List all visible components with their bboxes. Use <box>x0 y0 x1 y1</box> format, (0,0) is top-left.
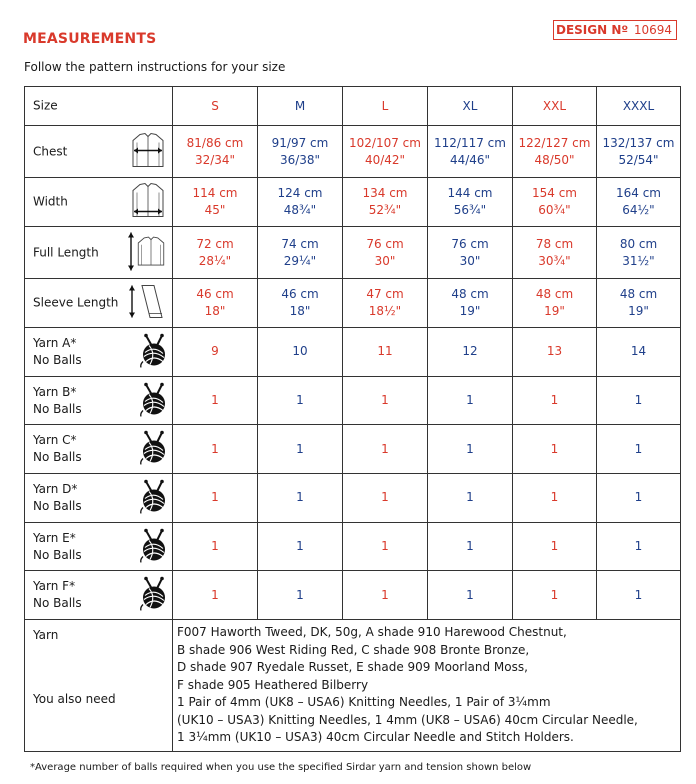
ball-count: 1 <box>513 571 597 620</box>
yarn-row <box>25 425 681 474</box>
ball-count: 12 <box>428 328 513 377</box>
value-inches: 18" <box>289 304 311 318</box>
measurement-label: Width <box>33 194 68 209</box>
also-need-label: You also need <box>33 692 116 707</box>
measurement-value <box>173 126 258 178</box>
full-length-icon <box>128 229 168 276</box>
yarn-label-cell <box>25 376 173 425</box>
value-cm: 46 cm <box>196 287 234 301</box>
measurement-row <box>25 126 681 178</box>
measurement-value <box>597 227 681 279</box>
ball-count: 1 <box>428 425 513 474</box>
value-cm: 78 cm <box>535 236 574 251</box>
measurement-value <box>343 279 428 328</box>
value-inches: 56¾" <box>453 203 487 217</box>
value-cm: 132/137 cm <box>602 135 675 150</box>
measurement-value <box>513 279 597 328</box>
ball-count: 1 <box>513 474 597 523</box>
ball-count: 1 <box>597 522 681 571</box>
notes-line: F007 Haworth Tweed, DK, 50g, A shade 910 Harewood Chestnut, <box>177 625 567 640</box>
subheading: Follow the pattern instructions for your size <box>24 60 286 74</box>
value-cm: 48 cm <box>535 287 574 301</box>
measurement-value <box>173 279 258 328</box>
yarn-label-cell <box>25 522 173 571</box>
design-number-box <box>553 20 677 40</box>
measurement-value <box>258 279 343 328</box>
yarn-label <box>33 481 82 515</box>
measurement-value <box>428 178 513 227</box>
value-inches: 19" <box>628 304 649 318</box>
ball-count: 1 <box>597 474 681 523</box>
measurement-row <box>25 279 681 328</box>
yarn-name: Yarn E* <box>33 530 76 545</box>
measurement-value <box>597 178 681 227</box>
measurement-value <box>428 227 513 279</box>
ball-count: 1 <box>513 522 597 571</box>
size-label: Size <box>33 98 58 113</box>
notes-content <box>173 620 681 752</box>
value-inches: 48/50" <box>534 152 575 167</box>
ball-count: 1 <box>428 474 513 523</box>
yarn-label: Yarn <box>33 628 59 643</box>
value-inches: 18½" <box>368 304 402 318</box>
ball-count: 1 <box>173 522 258 571</box>
notes-labels <box>25 620 173 752</box>
ball-count: 1 <box>343 571 428 620</box>
value-inches: 44/46" <box>449 152 491 167</box>
value-inches: 48¾" <box>283 203 317 217</box>
ball-count: 9 <box>173 328 258 377</box>
value-cm: 74 cm <box>281 236 319 251</box>
ball-count: 1 <box>258 376 343 425</box>
no-balls-label: No Balls <box>33 498 82 513</box>
ball-count: 1 <box>343 522 428 571</box>
yarn-ball-icon <box>138 382 168 419</box>
value-cm: 80 cm <box>619 236 658 251</box>
yarn-row <box>25 522 681 571</box>
yarn-label <box>33 384 82 418</box>
measurement-label-cell <box>25 227 173 279</box>
size-m: M <box>258 87 343 126</box>
value-cm: 122/127 cm <box>518 135 591 150</box>
yarn-name: Yarn C* <box>33 433 77 448</box>
ball-count: 1 <box>258 571 343 620</box>
notes-line: 1 3¼mm (UK10 – USA3) 40cm Circular Needle and Stitch Holders. <box>177 730 574 745</box>
measurement-value <box>513 126 597 178</box>
ball-count: 1 <box>597 425 681 474</box>
value-cm: 72 cm <box>196 236 234 251</box>
size-xxxl: XXXL <box>597 87 681 126</box>
yarn-name: Yarn A* <box>33 335 77 350</box>
value-cm: 46 cm <box>281 287 319 301</box>
size-header-row <box>25 87 681 126</box>
measurement-label-cell <box>25 279 173 328</box>
measurement-label: Sleeve Length <box>33 295 119 310</box>
value-inches: 64½" <box>622 203 655 217</box>
measurement-value <box>513 178 597 227</box>
value-cm: 47 cm <box>366 287 404 301</box>
ball-count: 1 <box>173 376 258 425</box>
notes-line: F shade 905 Heathered Bilberry <box>177 677 369 692</box>
value-inches: 60¾" <box>538 203 571 217</box>
yarn-label-cell <box>25 328 173 377</box>
value-cm: 91/97 cm <box>271 135 329 150</box>
ball-count: 1 <box>343 474 428 523</box>
yarn-label-cell <box>25 425 173 474</box>
yarn-ball-icon <box>138 333 168 370</box>
measurement-value <box>597 279 681 328</box>
measurement-row <box>25 178 681 227</box>
value-inches: 45" <box>204 203 226 217</box>
no-balls-label: No Balls <box>33 450 82 465</box>
ball-count: 1 <box>343 425 428 474</box>
value-inches: 29¼" <box>283 253 317 268</box>
yarn-label-cell <box>25 474 173 523</box>
yarn-label <box>33 578 82 612</box>
notes-row <box>25 620 681 752</box>
notes-line: (UK10 – USA3) Knitting Needles, 1 4mm (UK8 – USA6) 40cm Circular Needle, <box>177 712 638 727</box>
value-cm: 81/86 cm <box>186 135 244 150</box>
value-inches: 30¾" <box>538 253 571 268</box>
measurements-table <box>24 86 681 752</box>
no-balls-label: No Balls <box>33 547 82 562</box>
measurement-value <box>173 178 258 227</box>
notes-line: B shade 906 West Riding Red, C shade 908 Bronte Bronze, <box>177 642 530 657</box>
width-icon <box>128 181 168 224</box>
yarn-row <box>25 328 681 377</box>
ball-count: 13 <box>513 328 597 377</box>
ball-count: 1 <box>513 425 597 474</box>
measurement-value <box>343 178 428 227</box>
yarn-ball-icon <box>138 528 168 565</box>
page-title: MEASUREMENTS <box>23 31 157 47</box>
value-inches: 40/42" <box>364 152 406 167</box>
ball-count: 14 <box>597 328 681 377</box>
value-cm: 76 cm <box>366 236 404 251</box>
value-inches: 18" <box>204 304 226 318</box>
ball-count: 1 <box>513 376 597 425</box>
ball-count: 1 <box>428 376 513 425</box>
measurement-value <box>513 227 597 279</box>
measurement-value <box>258 126 343 178</box>
no-balls-label: No Balls <box>33 596 82 611</box>
value-inches: 32/34" <box>194 152 236 167</box>
ball-count: 1 <box>597 571 681 620</box>
measurement-value <box>258 178 343 227</box>
value-inches: 30" <box>374 253 396 268</box>
value-cm: 48 cm <box>619 287 658 301</box>
measurement-value <box>428 279 513 328</box>
ball-count: 1 <box>343 376 428 425</box>
measurement-label-cell <box>25 126 173 178</box>
value-cm: 102/107 cm <box>349 135 421 150</box>
ball-count: 1 <box>428 571 513 620</box>
value-inches: 19" <box>544 304 565 318</box>
yarn-label-cell <box>25 571 173 620</box>
measurement-value <box>343 126 428 178</box>
no-balls-label: No Balls <box>33 352 82 367</box>
ball-count: 1 <box>258 522 343 571</box>
measurement-label: Full Length <box>33 245 99 259</box>
yarn-name: Yarn F* <box>33 579 76 594</box>
value-inches: 52/54" <box>618 152 659 167</box>
value-cm: 76 cm <box>451 236 489 251</box>
value-cm: 154 cm <box>531 186 577 200</box>
measurement-value <box>173 227 258 279</box>
ball-count: 1 <box>258 425 343 474</box>
design-label: DESIGN Nº <box>556 23 629 37</box>
value-inches: 28¼" <box>198 253 232 268</box>
chest-icon <box>128 130 168 173</box>
yarn-ball-icon <box>138 431 168 468</box>
ball-count: 1 <box>597 376 681 425</box>
ball-count: 1 <box>173 571 258 620</box>
yarn-label <box>33 530 82 564</box>
no-balls-label: No Balls <box>33 401 82 416</box>
measurement-value <box>343 227 428 279</box>
value-cm: 114 cm <box>192 186 238 200</box>
value-inches: 36/38" <box>279 152 321 167</box>
yarn-row <box>25 571 681 620</box>
ball-count: 1 <box>428 522 513 571</box>
yarn-ball-icon <box>138 479 168 516</box>
ball-count: 11 <box>343 328 428 377</box>
measurement-value <box>597 126 681 178</box>
size-label-cell <box>25 87 173 126</box>
size-l: L <box>343 87 428 126</box>
ball-count: 1 <box>173 425 258 474</box>
value-inches: 31½" <box>622 253 655 268</box>
notes-line: D shade 907 Ryedale Russet, E shade 909 Moorland Moss, <box>177 660 528 675</box>
yarn-label <box>33 335 82 369</box>
size-xl: XL <box>428 87 513 126</box>
value-cm: 144 cm <box>447 186 493 200</box>
ball-count: 10 <box>258 328 343 377</box>
measurement-row <box>25 227 681 279</box>
value-inches: 30" <box>459 253 481 268</box>
value-inches: 19" <box>459 304 481 318</box>
design-number: 10694 <box>633 23 672 37</box>
ball-count: 1 <box>173 474 258 523</box>
value-cm: 112/117 cm <box>434 135 506 150</box>
yarn-label <box>33 432 82 466</box>
sleeve-length-icon <box>128 282 168 325</box>
size-s: S <box>173 87 258 126</box>
measurement-value <box>428 126 513 178</box>
measurement-label-cell <box>25 178 173 227</box>
size-xxl: XXL <box>513 87 597 126</box>
yarn-row <box>25 474 681 523</box>
value-cm: 124 cm <box>277 186 323 200</box>
measurement-label: Chest <box>33 144 68 158</box>
yarn-ball-icon <box>138 577 168 614</box>
value-cm: 164 cm <box>615 186 661 200</box>
value-inches: 52¾" <box>368 203 402 217</box>
value-cm: 48 cm <box>451 287 489 301</box>
yarn-name: Yarn D* <box>33 481 78 496</box>
footnote: *Average number of balls required when you use the specified Sirdar yarn and tension shown below <box>30 762 532 773</box>
notes-text <box>173 620 680 751</box>
ball-count: 1 <box>258 474 343 523</box>
measurement-value <box>258 227 343 279</box>
yarn-name: Yarn B* <box>33 384 77 399</box>
notes-line: 1 Pair of 4mm (UK8 – USA6) Knitting Needles, 1 Pair of 3¼mm <box>177 695 551 710</box>
yarn-row <box>25 376 681 425</box>
value-cm: 134 cm <box>362 186 408 200</box>
